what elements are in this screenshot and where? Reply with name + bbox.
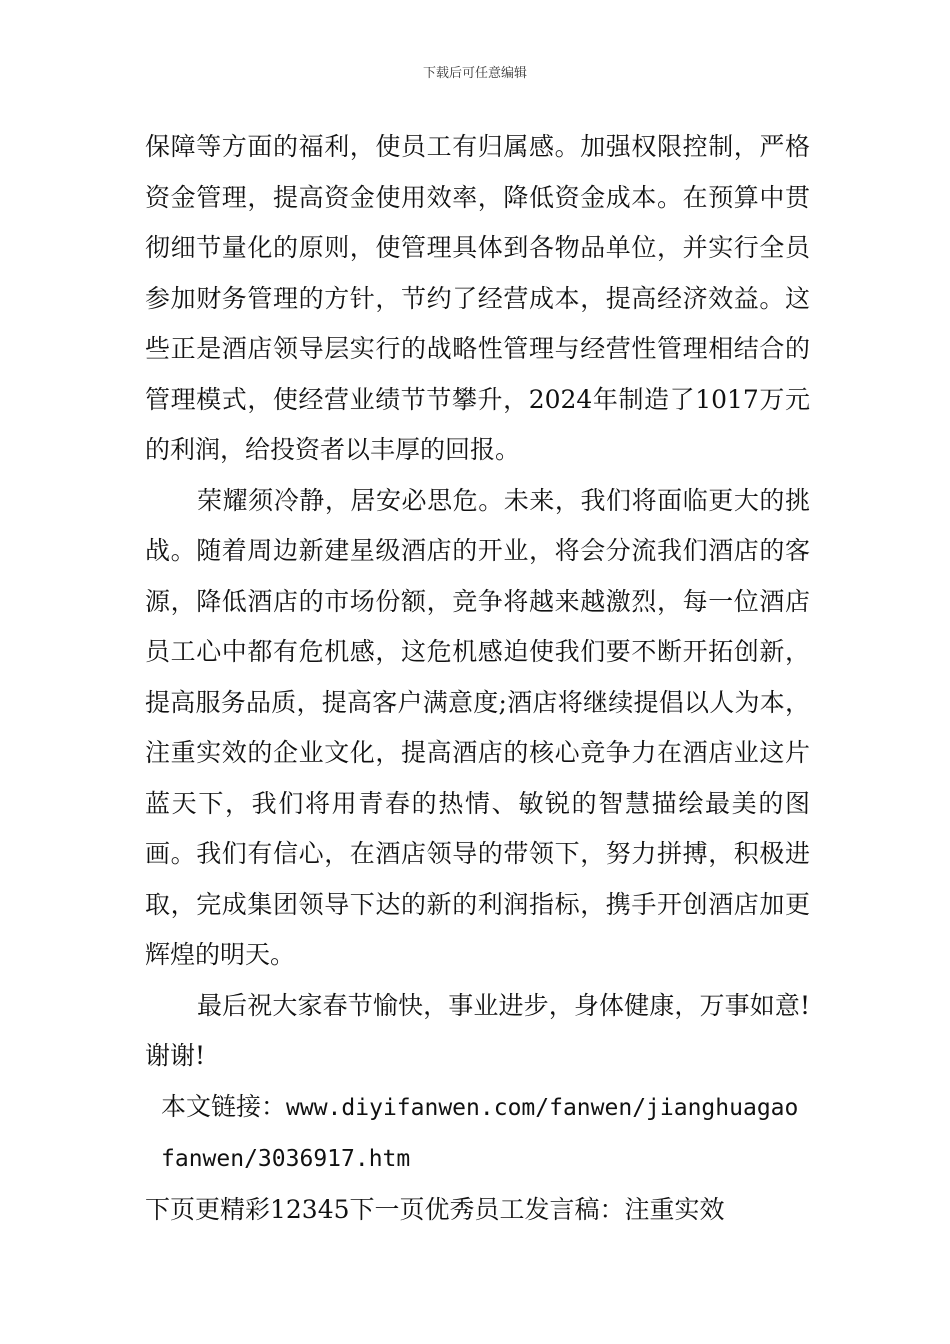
document-body: [145, 122, 810, 1235]
article-link-line: [145, 1082, 810, 1185]
paragraph-2: 荣耀须冷静，居安必思危。未来，我们将面临更大的挑战。随着周边新建星级酒店的开业，将会分流我们酒店的客源，降低酒店的市场份额，竞争将越来越激烈，每一位酒店员工心中都有危机感，这危机感迫使我们要不断开拓创新，提高服务品质，提高客户满意度;酒店将继续提倡以人为本，注重实效的企业文化，提高酒店的核心竞争力在酒店业这片蓝天下，我们将用青春的热情、敏锐的智慧描绘最美的图画。我们有信心，在酒店领导的带领下，努力拼搏，积极进取，完成集团领导下达的新的利润指标，携手开创酒店加更辉煌的明天。: [145, 485, 810, 969]
page-header-note: 下载后可任意编辑: [422, 66, 527, 81]
paragraph-1: 保障等方面的福利，使员工有归属感。加强权限控制，严格资金管理，提高资金使用效率，降低资金成本。在预算中贯彻细节量化的原则，使管理具体到各物品单位，并实行全员参加财务管理的方针，节约了经营成本，提高经济效益。这些正是酒店领导层实行的战略性管理与经营性管理相结合的管理模式，使经营业绩节节攀升，2024年制造了1017万元的利润，给投资者以丰厚的回报。: [145, 132, 810, 464]
article-link-label: 本文链接：: [161, 1091, 287, 1121]
paragraph-3: 最后祝大家春节愉快，事业进步，身体健康，万事如意!谢谢!: [145, 990, 810, 1070]
next-page-navigation[interactable]: 下页更精彩12345下一页优秀员工发言稿：注重实效: [145, 1194, 725, 1224]
article-link-url[interactable]: www.diyifanwen.com/fanwen/jianghuagaofanwen/3036917.htm: [161, 1094, 799, 1172]
